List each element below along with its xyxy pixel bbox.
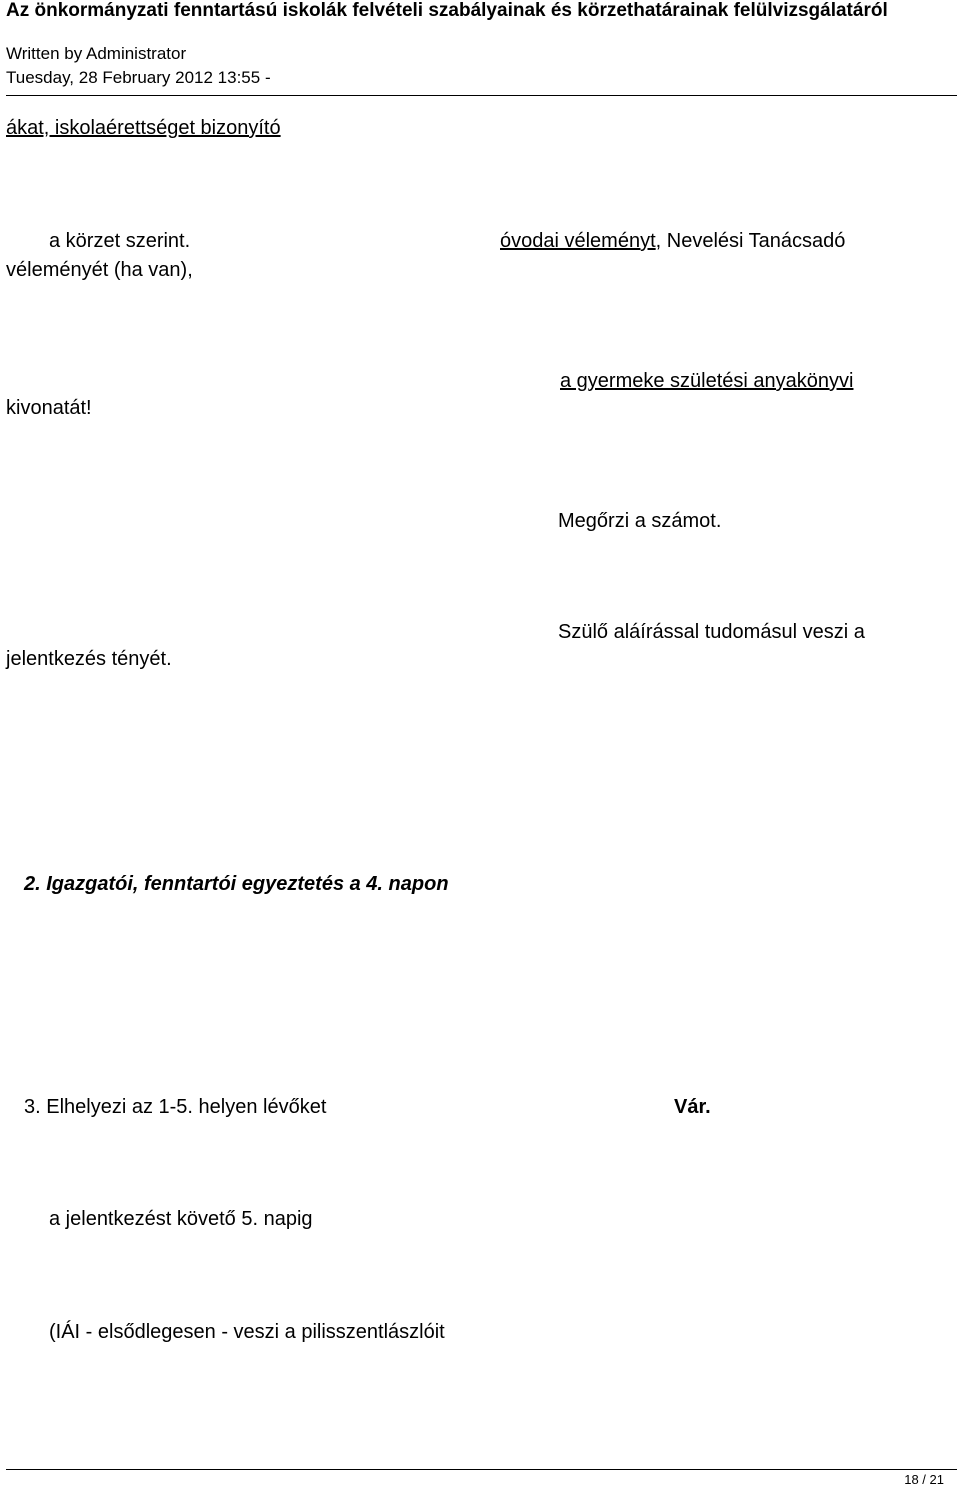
document-title: Az önkormányzati fenntartású iskolák felvételi szabályainak és körzethatárainak felülvizsgálatáról <box>6 0 888 21</box>
text-line-6-right: Szülő aláírással tudomásul veszi a <box>558 621 865 643</box>
page-number: 18 / 21 <box>904 1472 944 1487</box>
header-divider <box>6 95 957 96</box>
text-line-2-left: a körzet szerint. <box>49 230 191 252</box>
item-3-right: Vár. <box>674 1096 711 1118</box>
section-heading-2: 2. Igazgatói, fenntartói egyeztetés a 4. napon <box>24 873 449 895</box>
text-line-4-left: kivonatát! <box>6 397 92 419</box>
text-line-2-right <box>500 229 845 253</box>
text-line-2-right-rest: , Nevelési Tanácsadó <box>655 230 846 252</box>
date-line: Tuesday, 28 February 2012 13:55 - <box>6 68 271 87</box>
footer-divider <box>6 1469 957 1470</box>
text-line-6-left: jelentkezés tényét. <box>6 648 172 670</box>
text-line-7: a jelentkezést követő 5. napig <box>49 1208 313 1230</box>
kindergarten-opinion-link[interactable]: óvodai véleményt <box>500 230 656 252</box>
birth-certificate-link[interactable]: a gyermeke születési anyakönyvi <box>560 370 854 392</box>
text-line-8: (IÁI - elsődlegesen - veszi a pilisszentlászlóit <box>49 1321 445 1343</box>
author-line: Written by Administrator <box>6 44 187 63</box>
text-line-5: Megőrzi a számot. <box>558 510 722 532</box>
text-line-3: véleményét (ha van), <box>6 259 193 281</box>
item-3-left: 3. Elhelyezi az 1-5. helyen lévőket <box>24 1096 327 1118</box>
text-line-1: ákat, iskolaérettséget bizonyító <box>6 117 281 139</box>
